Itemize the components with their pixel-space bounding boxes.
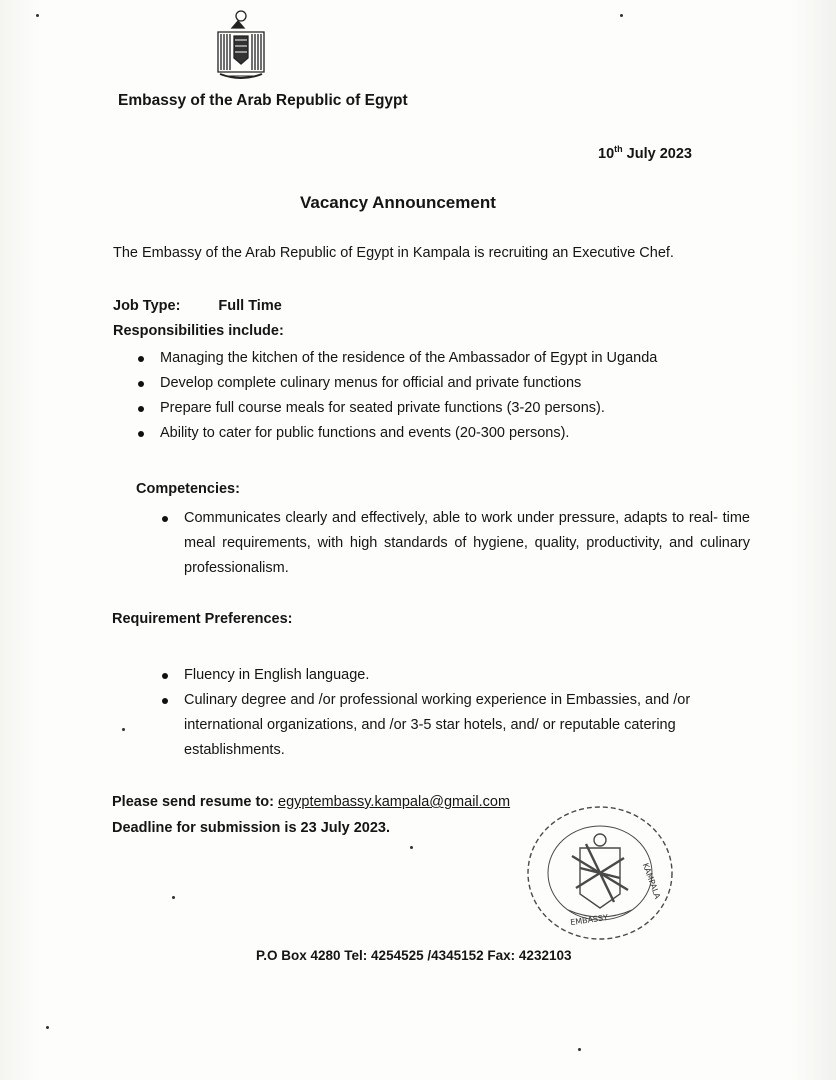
scan-speck (410, 846, 413, 849)
bullet-icon (138, 381, 144, 387)
job-type (113, 298, 282, 314)
list-item-text: Culinary degree and /or professional working experience in Embassies, and /or international organizations, and /or 3-5 star hotels, and/ or reputable catering establishments. (184, 692, 691, 758)
bullet-icon (162, 516, 168, 522)
date-suffix: th (614, 144, 623, 154)
list-item (136, 371, 756, 396)
footer-contact: P.O Box 4280 Tel: 4254525 /4345152 Fax: 4232103 (256, 948, 572, 963)
list-item (136, 396, 756, 421)
list-item (136, 421, 756, 446)
email-link[interactable]: egyptembassy.kampala@gmail.com (278, 794, 511, 810)
scan-speck (36, 14, 39, 17)
scan-speck (122, 728, 125, 731)
scan-speck (46, 1026, 49, 1029)
deadline-text: Deadline for submission is 23 July 2023. (112, 820, 391, 836)
svg-text:KAMPALA: KAMPALA (640, 861, 662, 901)
list-item (160, 688, 750, 763)
list-item (160, 506, 750, 581)
eagle-emblem-icon (212, 6, 270, 82)
list-item-text: Ability to cater for public functions and events (20-300 persons). (160, 425, 570, 441)
intro-paragraph: The Embassy of the Arab Republic of Egypt in Kampala is recruiting an Executive Chef. (113, 245, 674, 261)
list-item-text: Prepare full course meals for seated private functions (3-20 persons). (160, 400, 605, 416)
embassy-seal-stamp-icon (520, 798, 680, 948)
document-date (598, 144, 692, 162)
scan-speck (620, 14, 623, 17)
list-item-text: Managing the kitchen of the residence of the Ambassador of Egypt in Uganda (160, 350, 658, 366)
responsibilities-heading: Responsibilities include: (113, 323, 284, 339)
scan-speck (172, 896, 175, 899)
list-item-text: Develop complete culinary menus for official and private functions (160, 375, 582, 391)
date-month-year: July 2023 (622, 145, 692, 162)
bullet-icon (162, 673, 168, 679)
requirements-list (160, 663, 750, 763)
list-item (160, 663, 750, 688)
list-item-text: Fluency in English language. (184, 667, 370, 683)
job-type-label: Job Type: (113, 298, 181, 314)
scan-speck (578, 1048, 581, 1051)
bullet-icon (138, 406, 144, 412)
job-type-value: Full Time (218, 298, 282, 314)
list-item (136, 346, 756, 371)
competencies-list (160, 506, 750, 581)
competencies-heading: Competencies: (136, 481, 240, 497)
page-title: Vacancy Announcement (300, 193, 496, 212)
svg-text:EMBASSY: EMBASSY (569, 912, 609, 928)
bullet-icon (138, 356, 144, 362)
resume-label: Please send resume to: (112, 794, 279, 810)
bullet-icon (138, 431, 144, 437)
bullet-icon (162, 698, 168, 704)
date-day: 10 (598, 145, 615, 162)
resume-instruction (112, 794, 510, 810)
requirements-heading: Requirement Preferences: (112, 611, 293, 627)
embassy-name: Embassy of the Arab Republic of Egypt (118, 92, 408, 109)
list-item-text: Communicates clearly and effectively, able to work under pressure, adapts to real- time meal requirements, with high standards of hygiene, quality, productivity, and culinary professionalism. (184, 510, 750, 576)
responsibilities-list (136, 346, 756, 446)
